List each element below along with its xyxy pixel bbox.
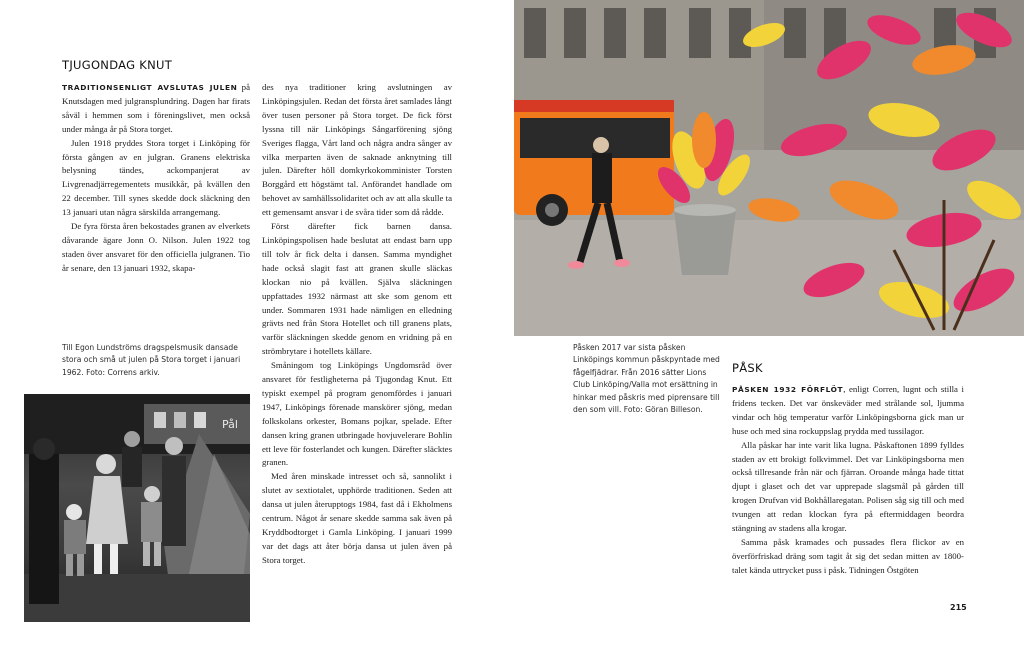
page-number: 215 xyxy=(950,603,967,612)
paragraph: Småningom tog Linköpings Ungdomsråd över ansvaret för festligheterna på Tjugondag Knut. Ett typiskt exempel på program genomfördes i januari 1947, Linköpings förenade manskörer sjöng, medan folkskolans orkester, Bomans pojkar, spelade. Efter dansen kring granen utbringade hovjuvelerare Bohlin ett leve för fosterlandet och kungen. Därefter släcktes granen. xyxy=(262,360,452,468)
paragraph: Julen 1918 pryddes Stora torget i Linköping för första gången av en julgran. Granens elektriska belysning tändes, ackompanjerat av Livgrenadjärregementets musikkår, på kvällen den 22 december. Till synes skedde dock släckning den 13 januari utan några särskilda arrangemang. xyxy=(62,137,250,218)
paragraph: De fyra första åren bekostades granen av elverkets dåvarande ägare Jonn O. Nilson. Julen 1922 tog staden över ansvaret för den officiella julgranen. Tio år senare, den 13 januari 1932, skapa- xyxy=(62,221,250,273)
left-page-column-1 xyxy=(62,81,250,276)
section-title-pask: PÅSK xyxy=(732,361,763,375)
section-title-tjugondag-knut: TJUGONDAG KNUT xyxy=(62,58,173,72)
paragraph: des nya traditioner kring avslutningen av Linköpingsjulen. Redan det första året samlades långt över tusen personer på Stora torget. De fick först lyssna till när Linköpings Sångarförening sjöng Sveriges flagga, Vårt land och några andra sånger av vilka merparten även de saknade anknytning till julen. Därefter höll domkyrkokomminister Torsten Borggård ett högstämt tal. Anförandet handlade om behovet av samhällssolidaritet och av att alla skulle ta ett gemensamt ansvar i de svåra tider som då rådde. xyxy=(262,82,452,218)
paragraph: Med åren minskade intresset och så, sannolikt i slutet av sextiotalet, upphörde traditionen. Seden att dansa ut julen återupptogs 1984, fast då i Ekholmens centrum. Något år senare skedde samma sak även på Kryddbodtorget i Gamla Linköping. I januari 1999 var det dags att åter börja dansa ut julen även på Stora torget. xyxy=(262,471,452,565)
paragraph: Alla påskar har inte varit lika lugna. Påskaftonen 1899 fylldes staden av ett brokigt folkvimmel. Det var Linköpingsborna men också tillresande från när och fjärran. Oroande många hade tittat djupt i glaset och det var upprepade slagsmål på gården till krogen Drufvan vid Bokhållaregatan. Polisen såg sig till och med tvungen att redan klockan fyra på eftermiddagen beordra stängning av stadens alla krogar. xyxy=(732,439,964,534)
right-page-column xyxy=(732,383,964,578)
paragraph: PÅSKEN 1932 FÖRFLÖT, enligt Corren, lugnt och stilla i fridens tecken. Det var önskeväder med strålande sol, ljumma vindar och hög temperatur varför Linköpingsborna gick man ur huse och med sina rockuppslag prydda med tussilagor. xyxy=(732,384,964,436)
photo-caption-christmas-dance: Till Egon Lundströms dragspelsmusik dansade stora och små ut julen på Stora torget i januari 1962. Foto: Correns arkiv. xyxy=(62,343,241,377)
photo-easter-feathers xyxy=(514,0,1024,336)
paragraph: Först därefter fick barnen dansa. Linköpingspolisen hade beslutat att endast barn upp till tolv år fick delta i dansen. Samma myndighet hade också slagit fast att granen skulle släckas klockan nio på kvällen. Själva släckningen uppfattades 1932 närmast att ske som genom ett under. Sommaren 1931 hade nämligen en elledning grävts ned från Stora Hotellet och till granens plats, varför släckningen skedde genom en vridning på en strömbrytare i hotellets källare. xyxy=(262,221,452,357)
left-page-column-2 xyxy=(262,81,452,568)
photo-christmas-tree-dance xyxy=(24,394,250,622)
photo-caption-easter: Påsken 2017 var sista påsken Linköpings kommun påskpyntade med fågelfjädrar. Från 2016 sätter Lions Club Linköping/Valla mot ersättning in hinkar med påskris med piprensare till den som vill. Foto: Göran Billeson. xyxy=(573,343,720,415)
paragraph: Samma påsk kramades och pussades flera flickor av en överförfriskad dräng som tagit åt sig det sedan mitten av 1800-talet kända uttrycket puss i påsk. Tidningen Östgöten xyxy=(732,536,964,575)
storefront-sign: Pål xyxy=(222,418,238,431)
lead-in: PÅSKEN 1932 FÖRFLÖT xyxy=(732,385,844,394)
paragraph: TRADITIONSENLIGT AVSLUTAS JULEN på Knutsdagen med julgransplundring. Dagen har firats såväl i hemmen som i föreningslivet, men också under många år på Stora torget. xyxy=(62,82,250,134)
lead-in: TRADITIONSENLIGT AVSLUTAS JULEN xyxy=(62,83,238,92)
